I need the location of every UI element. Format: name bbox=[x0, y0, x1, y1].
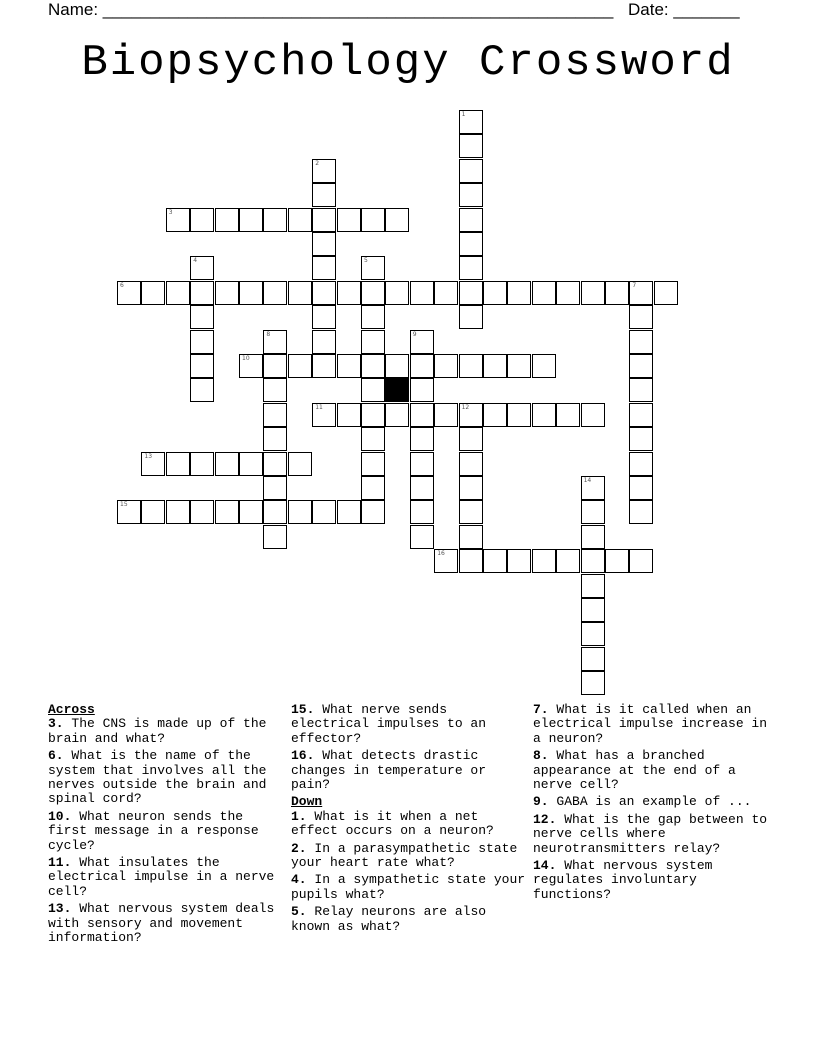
clue-item bbox=[291, 810, 526, 839]
grid-cell[interactable] bbox=[312, 183, 336, 207]
grid-cell[interactable] bbox=[410, 500, 434, 524]
grid-cell[interactable] bbox=[215, 208, 239, 232]
grid-cell[interactable] bbox=[459, 452, 483, 476]
clue-item bbox=[533, 795, 773, 809]
grid-cell[interactable] bbox=[312, 232, 336, 256]
clue-text: What insulates the electrical impulse in a nerve cell? bbox=[48, 855, 275, 899]
grid-cell[interactable] bbox=[190, 256, 214, 280]
clue-number: 5 bbox=[364, 257, 368, 265]
grid-cell[interactable] bbox=[459, 476, 483, 500]
grid-cell[interactable] bbox=[361, 330, 385, 354]
grid-cell[interactable] bbox=[361, 500, 385, 524]
clue-number: 4. bbox=[291, 872, 307, 888]
grid-cell[interactable] bbox=[629, 549, 653, 573]
grid-cell[interactable] bbox=[190, 500, 214, 524]
grid-cell[interactable] bbox=[507, 281, 531, 305]
grid-cell[interactable] bbox=[532, 403, 556, 427]
clue-item bbox=[48, 902, 283, 945]
grid-cell[interactable] bbox=[337, 208, 361, 232]
clue-text: What is the gap between to nerve cells where neurotransmitters relay? bbox=[533, 811, 768, 856]
clue-number: 9. bbox=[533, 794, 549, 810]
grid-cell[interactable] bbox=[166, 500, 190, 524]
clue-number: 1 bbox=[461, 111, 466, 118]
grid-cell[interactable] bbox=[581, 549, 605, 573]
clue-text: What detects drastic changes in temperature or pain? bbox=[291, 748, 487, 793]
grid-cell[interactable] bbox=[459, 281, 483, 305]
grid-cell[interactable] bbox=[459, 403, 483, 427]
date-field-label: Date: _______ bbox=[628, 0, 740, 19]
clues-column-1 bbox=[48, 703, 283, 949]
grid-cell[interactable] bbox=[215, 281, 239, 305]
grid-cell[interactable] bbox=[556, 281, 580, 305]
grid-cell[interactable] bbox=[459, 305, 483, 329]
clue-number: 1. bbox=[291, 808, 307, 824]
grid-cell[interactable] bbox=[459, 232, 483, 256]
clue-item bbox=[291, 749, 526, 792]
grid-cell[interactable] bbox=[410, 452, 434, 476]
clue-number: 12. bbox=[533, 811, 557, 827]
grid-cell[interactable] bbox=[166, 452, 190, 476]
clue-text: Relay neurons are also known as what? bbox=[291, 904, 487, 934]
grid-cell[interactable] bbox=[288, 500, 312, 524]
grid-cell[interactable] bbox=[263, 427, 287, 451]
down-heading: Down bbox=[291, 794, 323, 810]
clue-number: 16 bbox=[437, 550, 445, 558]
grid-cell[interactable] bbox=[629, 476, 653, 500]
clue-number: 7 bbox=[632, 281, 637, 289]
grid-cell[interactable] bbox=[410, 330, 434, 354]
clue-item bbox=[48, 749, 283, 807]
grid-cell[interactable] bbox=[166, 281, 190, 305]
grid-cell[interactable] bbox=[263, 476, 287, 500]
grid-cell[interactable] bbox=[483, 281, 507, 305]
grid-cell[interactable] bbox=[410, 476, 434, 500]
grid-cell[interactable] bbox=[629, 452, 653, 476]
grid-cell[interactable] bbox=[239, 354, 263, 378]
grid-cell[interactable] bbox=[312, 330, 336, 354]
grid-cell[interactable] bbox=[459, 549, 483, 573]
grid-cell[interactable] bbox=[263, 500, 287, 524]
clue-number: 16. bbox=[291, 748, 315, 764]
grid-cell[interactable] bbox=[312, 208, 336, 232]
grid-cell[interactable] bbox=[532, 549, 556, 573]
grid-cell[interactable] bbox=[361, 476, 385, 500]
grid-cell[interactable] bbox=[361, 256, 385, 280]
grid-cell[interactable] bbox=[288, 281, 312, 305]
clue-number: 13 bbox=[144, 452, 153, 460]
grid-cell[interactable] bbox=[141, 500, 165, 524]
grid-cell[interactable] bbox=[507, 403, 531, 427]
clue-number: 9 bbox=[412, 330, 417, 338]
clue-number: 3 bbox=[168, 208, 173, 216]
grid-cell[interactable] bbox=[581, 647, 605, 671]
clue-number: 10. bbox=[48, 808, 72, 824]
grid-cell[interactable] bbox=[239, 500, 263, 524]
clues-column-3 bbox=[533, 703, 773, 905]
across-heading: Across bbox=[48, 702, 95, 717]
clue-text: The CNS is made up of the brain and what? bbox=[48, 716, 267, 746]
clue-item bbox=[533, 859, 773, 902]
clue-text: In a sympathetic state your pupils what? bbox=[291, 872, 526, 902]
clue-number: 6 bbox=[120, 281, 124, 289]
name-field-label: Name: ______________________________________________________ bbox=[48, 0, 614, 19]
clue-item bbox=[533, 749, 773, 792]
grid-cell[interactable] bbox=[190, 208, 214, 232]
grid-cell[interactable] bbox=[361, 378, 385, 402]
clue-item bbox=[291, 873, 526, 902]
grid-cell[interactable] bbox=[629, 378, 653, 402]
grid-cell[interactable] bbox=[507, 354, 531, 378]
clue-text: In a parasympathetic state your heart rate what? bbox=[291, 840, 518, 871]
grid-cell[interactable] bbox=[410, 378, 434, 402]
grid-cell[interactable] bbox=[117, 281, 141, 305]
grid-cell[interactable] bbox=[337, 403, 361, 427]
grid-cell[interactable] bbox=[629, 281, 653, 305]
grid-cell[interactable] bbox=[190, 378, 214, 402]
grid-cell[interactable] bbox=[459, 208, 483, 232]
grid-cell[interactable] bbox=[117, 500, 141, 524]
grid-cell[interactable] bbox=[361, 208, 385, 232]
grid-cell[interactable] bbox=[581, 671, 605, 695]
grid-cell[interactable] bbox=[483, 549, 507, 573]
grid-cell[interactable] bbox=[459, 110, 483, 134]
grid-cell[interactable] bbox=[288, 354, 312, 378]
clue-number: 14 bbox=[583, 477, 592, 484]
grid-cell[interactable] bbox=[385, 354, 409, 378]
grid-cell[interactable] bbox=[629, 305, 653, 329]
grid-cell[interactable] bbox=[337, 354, 361, 378]
grid-cell[interactable] bbox=[312, 281, 336, 305]
grid-cell[interactable] bbox=[581, 500, 605, 524]
grid-cell[interactable] bbox=[459, 354, 483, 378]
grid-cell[interactable] bbox=[654, 281, 678, 305]
grid-cell[interactable] bbox=[312, 403, 336, 427]
clue-text: GABA is an example of ... bbox=[556, 794, 752, 810]
grid-cell[interactable] bbox=[581, 403, 605, 427]
clue-number: 8. bbox=[533, 748, 549, 764]
clue-number: 14. bbox=[533, 858, 557, 874]
clue-item bbox=[291, 905, 526, 934]
grid-cell[interactable] bbox=[581, 525, 605, 549]
grid-cell[interactable] bbox=[556, 549, 580, 573]
clue-text: What neuron sends the first message in a response cycle? bbox=[48, 808, 259, 853]
grid-cell[interactable] bbox=[166, 208, 190, 232]
grid-cell[interactable] bbox=[263, 452, 287, 476]
clue-number: 11 bbox=[315, 403, 323, 411]
grid-cell[interactable] bbox=[410, 403, 434, 427]
grid-cell[interactable] bbox=[215, 452, 239, 476]
clue-text: What is it called when an electrical impulse increase in a neuron? bbox=[533, 702, 768, 746]
grid-cell[interactable] bbox=[434, 281, 458, 305]
grid-cell[interactable] bbox=[190, 452, 214, 476]
grid-cell[interactable] bbox=[581, 622, 605, 646]
grid-cell[interactable] bbox=[239, 281, 263, 305]
clues-column-2 bbox=[291, 703, 526, 937]
grid-cell[interactable] bbox=[459, 427, 483, 451]
clue-item bbox=[48, 810, 283, 853]
clue-text: What is it when a net effect occurs on a neuron? bbox=[291, 808, 494, 839]
grid-cell[interactable] bbox=[312, 305, 336, 329]
grid-cell[interactable] bbox=[410, 354, 434, 378]
grid-cell[interactable] bbox=[507, 549, 531, 573]
grid-cell[interactable] bbox=[263, 354, 287, 378]
clue-item bbox=[533, 703, 773, 746]
grid-cell[interactable] bbox=[361, 403, 385, 427]
grid-cell[interactable] bbox=[459, 183, 483, 207]
clue-text: What nervous system regulates involuntary functions? bbox=[533, 858, 713, 902]
grid-cell[interactable] bbox=[605, 281, 629, 305]
grid-cell[interactable] bbox=[263, 330, 287, 354]
clue-number: 10 bbox=[242, 355, 250, 362]
grid-cell[interactable] bbox=[263, 525, 287, 549]
clue-item bbox=[533, 813, 773, 856]
grid-cell[interactable] bbox=[581, 598, 605, 622]
grid-cell[interactable] bbox=[410, 427, 434, 451]
grid-cell[interactable] bbox=[263, 281, 287, 305]
page-title: Biopsychology Crossword bbox=[81, 38, 735, 88]
grid-cell[interactable] bbox=[532, 281, 556, 305]
grid-cell[interactable] bbox=[385, 403, 409, 427]
grid-cell[interactable] bbox=[434, 354, 458, 378]
clue-number: 15 bbox=[120, 501, 128, 509]
clue-text: What has a branched appearance at the end of a nerve cell? bbox=[533, 748, 736, 793]
grid-cell[interactable] bbox=[385, 208, 409, 232]
grid-cell[interactable] bbox=[190, 354, 214, 378]
grid-cell[interactable] bbox=[263, 378, 287, 402]
grid-cell[interactable] bbox=[337, 500, 361, 524]
clue-text: What nerve sends electrical impulses to an effector? bbox=[291, 702, 487, 746]
grid-cell[interactable] bbox=[288, 452, 312, 476]
grid-cell[interactable] bbox=[215, 500, 239, 524]
grid-cell[interactable] bbox=[141, 452, 165, 476]
clue-text: What nervous system deals with sensory and movement information? bbox=[48, 901, 275, 946]
clue-text: What is the name of the system that involves all the nerves outside the brain and spinal cord? bbox=[48, 748, 267, 807]
clue-number: 2. bbox=[291, 840, 307, 856]
grid-cell[interactable] bbox=[361, 452, 385, 476]
grid-cell[interactable] bbox=[434, 403, 458, 427]
grid-cell[interactable] bbox=[141, 281, 165, 305]
grid-cell[interactable] bbox=[459, 525, 483, 549]
grid-cell[interactable] bbox=[629, 427, 653, 451]
clue-number: 12 bbox=[461, 403, 470, 411]
black-square bbox=[385, 378, 409, 402]
clue-number: 11. bbox=[48, 855, 72, 871]
grid-cell[interactable] bbox=[190, 305, 214, 329]
clue-number: 7. bbox=[533, 702, 549, 717]
grid-cell[interactable] bbox=[190, 281, 214, 305]
grid-cell[interactable] bbox=[629, 500, 653, 524]
grid-cell[interactable] bbox=[629, 354, 653, 378]
clue-number: 6. bbox=[48, 748, 64, 764]
grid-cell[interactable] bbox=[263, 403, 287, 427]
grid-cell[interactable] bbox=[288, 208, 312, 232]
grid-cell[interactable] bbox=[337, 281, 361, 305]
grid-cell[interactable] bbox=[410, 281, 434, 305]
grid-cell[interactable] bbox=[239, 452, 263, 476]
grid-cell[interactable] bbox=[459, 159, 483, 183]
grid-cell[interactable] bbox=[532, 354, 556, 378]
grid-cell[interactable] bbox=[459, 256, 483, 280]
clue-item bbox=[48, 856, 283, 899]
grid-cell[interactable] bbox=[459, 134, 483, 158]
grid-cell[interactable] bbox=[556, 403, 580, 427]
clue-item bbox=[291, 842, 526, 871]
grid-cell[interactable] bbox=[361, 427, 385, 451]
grid-cell[interactable] bbox=[459, 500, 483, 524]
clue-number: 5. bbox=[291, 904, 307, 920]
grid-cell[interactable] bbox=[483, 354, 507, 378]
grid-cell[interactable] bbox=[361, 305, 385, 329]
clue-number: 8 bbox=[266, 330, 271, 338]
grid-cell[interactable] bbox=[312, 159, 336, 183]
grid-cell[interactable] bbox=[190, 330, 214, 354]
grid-cell[interactable] bbox=[605, 549, 629, 573]
grid-cell[interactable] bbox=[629, 403, 653, 427]
grid-cell[interactable] bbox=[312, 354, 336, 378]
grid-cell[interactable] bbox=[361, 354, 385, 378]
grid-cell[interactable] bbox=[312, 500, 336, 524]
grid-cell[interactable] bbox=[385, 281, 409, 305]
clue-number: 15. bbox=[291, 702, 315, 717]
clue-item bbox=[48, 717, 283, 746]
grid-cell[interactable] bbox=[239, 208, 263, 232]
grid-cell[interactable] bbox=[263, 208, 287, 232]
grid-cell[interactable] bbox=[483, 403, 507, 427]
grid-cell[interactable] bbox=[581, 476, 605, 500]
clue-number: 13. bbox=[48, 901, 72, 917]
grid-cell[interactable] bbox=[410, 525, 434, 549]
grid-cell[interactable] bbox=[629, 330, 653, 354]
clue-number: 4 bbox=[193, 257, 198, 265]
grid-cell[interactable] bbox=[581, 281, 605, 305]
grid-cell[interactable] bbox=[581, 574, 605, 598]
grid-cell[interactable] bbox=[361, 281, 385, 305]
clue-item bbox=[291, 703, 526, 746]
clue-number: 3. bbox=[48, 716, 64, 732]
grid-cell[interactable] bbox=[312, 256, 336, 280]
grid-cell[interactable] bbox=[434, 549, 458, 573]
clue-number: 2 bbox=[315, 159, 320, 167]
